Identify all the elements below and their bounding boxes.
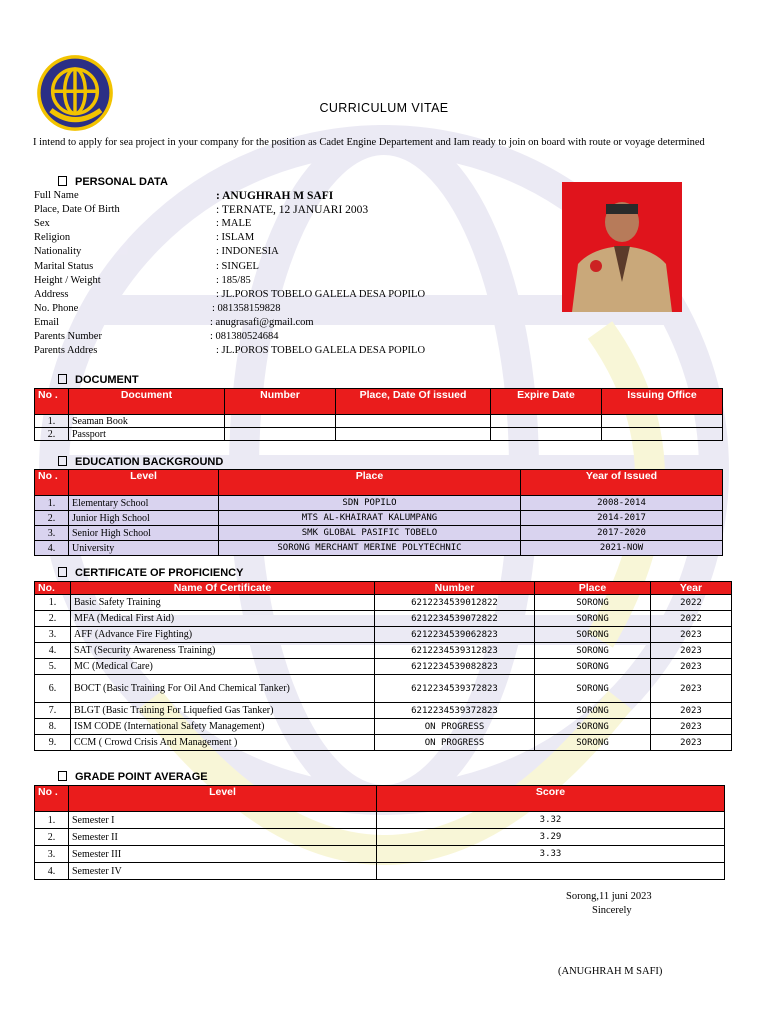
table-cell: Elementary School [69, 496, 219, 511]
table-cell [225, 415, 336, 428]
table-cell [225, 428, 336, 441]
table-cell: 6212234539312823 [375, 643, 535, 659]
table-cell: SORONG [535, 627, 651, 643]
table-header-row [35, 582, 732, 595]
signature-place-date: Sorong,11 juni 2023 [566, 891, 652, 902]
table-cell: SORONG [535, 595, 651, 611]
table-row [35, 703, 732, 719]
page-title: CURRICULUM VITAE [319, 101, 449, 115]
table-cell [491, 428, 602, 441]
table-cell: 1. [35, 812, 69, 829]
table-cell: 2023 [651, 643, 732, 659]
table-cell: BOCT (Basic Training For Oil And Chemical Tanker) [71, 675, 375, 703]
column-header: No . [35, 470, 69, 496]
column-header: Place, Date Of issued [336, 389, 491, 415]
table-row [35, 415, 723, 428]
table-cell: 2023 [651, 719, 732, 735]
table-cell: SORONG MERCHANT MERINE POLYTECHNIC [219, 541, 521, 556]
table-cell: SORONG [535, 659, 651, 675]
table-cell: 2014-2017 [521, 511, 723, 526]
table-cell: 6212234539062823 [375, 627, 535, 643]
personal-value: : TERNATE, 12 JANUARI 2003 [216, 204, 369, 217]
column-header: No . [35, 389, 69, 415]
table-cell: SAT (Security Awareness Training) [71, 643, 375, 659]
table-header-row [35, 470, 723, 496]
personal-label: No. Phone [34, 302, 79, 314]
table-cell: Semester II [69, 829, 377, 846]
table-cell: 3.32 [377, 812, 725, 829]
column-header: Name Of Certificate [71, 582, 375, 595]
portrait-photo [562, 182, 682, 312]
personal-label: Sex [34, 218, 50, 230]
table-cell: Semester I [69, 812, 377, 829]
personal-value: : 081380524684 [210, 331, 279, 342]
table-cell: 6212234539372823 [375, 675, 535, 703]
table-cell: 2023 [651, 735, 732, 751]
table-cell: Basic Safety Training [71, 595, 375, 611]
column-header: Place [219, 470, 521, 496]
intro-paragraph: I intend to apply for sea project in your company for the position as Cadet Engine Departement and Iam ready to join on board with route or voyage determined [33, 137, 705, 148]
personal-value: : JL.POROS TOBELO GALELA DESA POPILO [216, 345, 426, 357]
personal-value: : ISLAM [216, 232, 255, 244]
column-header: Year [651, 582, 732, 595]
table-cell: 2022 [651, 595, 732, 611]
table-cell: AFF (Advance Fire Fighting) [71, 627, 375, 643]
table-cell: University [69, 541, 219, 556]
table-cell: 2008-2014 [521, 496, 723, 511]
table-cell: SORONG [535, 735, 651, 751]
table-cell [336, 428, 491, 441]
table-cell: SORONG [535, 719, 651, 735]
table-cell: 3. [35, 526, 69, 541]
personal-label: Parents Addres [34, 345, 98, 357]
table-row [35, 611, 732, 627]
table-cell: Semester III [69, 846, 377, 863]
table-row [35, 675, 732, 703]
signature-name: (ANUGHRAH M SAFI) [558, 966, 663, 977]
table-cell: 2023 [651, 703, 732, 719]
table-row [35, 846, 725, 863]
table-header-row [35, 389, 723, 415]
personal-value: : SINGEL [216, 260, 259, 272]
gpa-heading: GRADE POINT AVERAGE [58, 771, 208, 783]
personal-label: Nationality [34, 246, 82, 258]
table-row [35, 659, 732, 675]
table-cell: 3. [35, 846, 69, 863]
table-cell: 3. [35, 627, 71, 643]
checkbox-bullet-icon [58, 176, 67, 186]
education-table [34, 469, 723, 556]
table-cell: 6212234539072822 [375, 611, 535, 627]
table-row [35, 812, 725, 829]
column-header: Level [69, 786, 377, 812]
table-cell: SORONG [535, 675, 651, 703]
personal-label: Parents Number [34, 331, 102, 342]
checkbox-bullet-icon [58, 456, 67, 466]
personal-label: Address [34, 288, 69, 300]
personal-value: : 185/85 [216, 274, 251, 286]
table-row [35, 643, 732, 659]
certificate-heading: CERTIFICATE OF PROFICIENCY [58, 567, 243, 579]
table-cell [377, 863, 725, 880]
table-cell: MTS AL-KHAIRAAT KALUMPANG [219, 511, 521, 526]
table-cell: 2021-NOW [521, 541, 723, 556]
table-cell: SMK GLOBAL PASIFIC TOBELO [219, 526, 521, 541]
personal-label: Height / Weight [34, 274, 101, 286]
table-cell: ISM CODE (International Safety Management) [71, 719, 375, 735]
table-cell [602, 415, 723, 428]
table-cell [336, 415, 491, 428]
personal-label: Email [34, 316, 60, 328]
table-row [35, 595, 732, 611]
gpa-table [34, 785, 725, 880]
table-cell: 2. [35, 428, 69, 441]
personal-value: : INDONESIA [216, 246, 279, 258]
table-cell: 2. [35, 511, 69, 526]
personal-label: Marital Status [34, 260, 94, 272]
education-heading: EDUCATION BACKGROUND [58, 456, 223, 468]
column-header: Issuing Office [602, 389, 723, 415]
column-header: Document [69, 389, 225, 415]
personal-label: Full Name [34, 190, 79, 201]
table-row [35, 526, 723, 541]
table-cell: 4. [35, 863, 69, 880]
table-cell: Seaman Book [69, 415, 225, 428]
table-cell: CCM ( Crowd Crisis And Management ) [71, 735, 375, 751]
table-row [35, 829, 725, 846]
table-cell: 1. [35, 496, 69, 511]
table-cell: Semester IV [69, 863, 377, 880]
table-row [35, 511, 723, 526]
document-table [34, 388, 723, 441]
table-cell: 2. [35, 829, 69, 846]
column-header: Level [69, 470, 219, 496]
table-row [35, 863, 725, 880]
table-cell: SORONG [535, 703, 651, 719]
table-cell: SDN POPILO [219, 496, 521, 511]
column-header: Year of Issued [521, 470, 723, 496]
checkbox-bullet-icon [58, 374, 67, 384]
column-header: No . [35, 786, 69, 812]
table-cell: 4. [35, 541, 69, 556]
table-cell: 2023 [651, 627, 732, 643]
table-cell [491, 415, 602, 428]
table-cell: 8. [35, 719, 71, 735]
table-cell: 7. [35, 703, 71, 719]
table-cell: 4. [35, 643, 71, 659]
table-cell [602, 428, 723, 441]
table-header-row [35, 786, 725, 812]
table-row [35, 496, 723, 511]
table-cell: 1. [35, 415, 69, 428]
table-cell: MFA (Medical First Aid) [71, 611, 375, 627]
table-cell: 9. [35, 735, 71, 751]
personal-value: : ANUGHRAH M SAFI [216, 190, 334, 202]
table-cell: 2017-2020 [521, 526, 723, 541]
table-cell: Junior High School [69, 511, 219, 526]
column-header: Number [375, 582, 535, 595]
checkbox-bullet-icon [58, 771, 67, 781]
table-row [35, 541, 723, 556]
table-row [35, 627, 732, 643]
table-cell: 3.29 [377, 829, 725, 846]
table-cell: 2023 [651, 659, 732, 675]
column-header: Expire Date [491, 389, 602, 415]
table-cell: 6212234539372823 [375, 703, 535, 719]
table-cell: Senior High School [69, 526, 219, 541]
personal-value: : JL.POROS TOBELO GALELA DESA POPILO [216, 288, 426, 300]
checkbox-bullet-icon [58, 567, 67, 577]
personal-value: : 081358159828 [212, 302, 281, 314]
table-cell: 5. [35, 659, 71, 675]
personal-value: : anugrasafi@gmail.com [210, 316, 314, 328]
table-cell: SORONG [535, 611, 651, 627]
table-cell: 2. [35, 611, 71, 627]
personal-data-heading: PERSONAL DATA [58, 176, 168, 188]
table-cell: 6. [35, 675, 71, 703]
table-cell: ON PROGRESS [375, 735, 535, 751]
table-row [35, 428, 723, 441]
table-cell: SORONG [535, 643, 651, 659]
personal-label: Religion [34, 232, 71, 244]
person-silhouette-icon [562, 182, 682, 312]
column-header: Place [535, 582, 651, 595]
table-cell: 2022 [651, 611, 732, 627]
table-cell: 6212234539012822 [375, 595, 535, 611]
ship-wheel-gear-logo-icon [32, 50, 118, 136]
table-row [35, 719, 732, 735]
column-header: Number [225, 389, 336, 415]
table-cell: 1. [35, 595, 71, 611]
personal-value: : MALE [216, 218, 252, 230]
column-header: No. [35, 582, 71, 595]
table-cell: 2023 [651, 675, 732, 703]
table-cell: ON PROGRESS [375, 719, 535, 735]
table-cell: BLGT (Basic Training For Liquefied Gas Tanker) [71, 703, 375, 719]
certificate-table [34, 581, 732, 751]
table-row [35, 735, 732, 751]
table-cell: Passport [69, 428, 225, 441]
table-cell: MC (Medical Care) [71, 659, 375, 675]
table-cell: 6212234539082823 [375, 659, 535, 675]
personal-label: Place, Date Of Birth [34, 204, 120, 216]
table-cell: 3.33 [377, 846, 725, 863]
column-header: Score [377, 786, 725, 812]
signature-closing: Sincerely [592, 905, 632, 916]
document-heading: DOCUMENT [58, 374, 139, 386]
